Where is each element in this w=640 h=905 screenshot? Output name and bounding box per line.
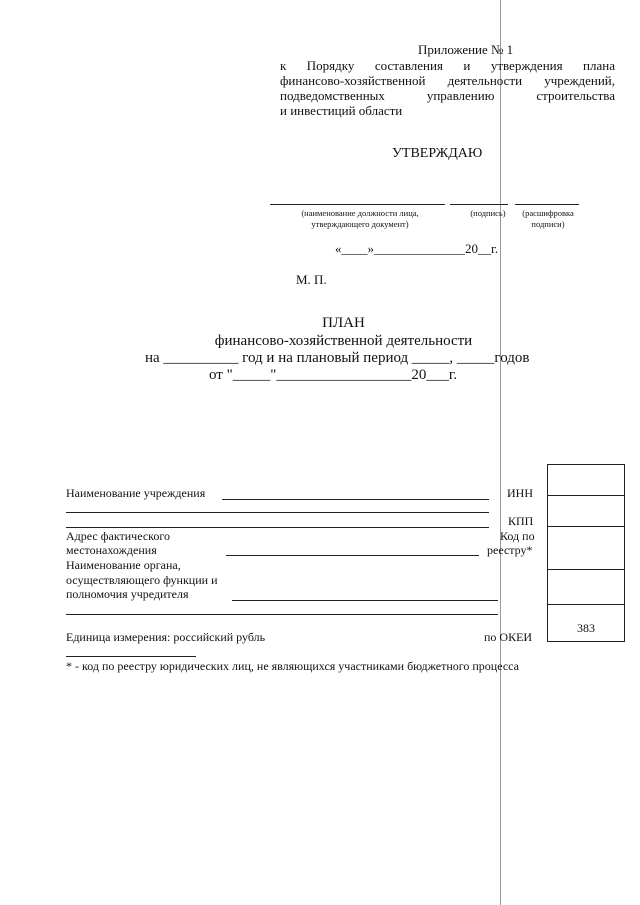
appendix-line-1: к Порядку составления и утверждения плана bbox=[280, 58, 615, 73]
organ-label-1: Наименование органа, bbox=[66, 558, 181, 572]
address-field[interactable] bbox=[226, 555, 479, 556]
registry-box bbox=[547, 569, 625, 605]
institution-field[interactable] bbox=[222, 499, 489, 500]
code-box-header bbox=[547, 464, 625, 496]
approve-word: УТВЕРЖДАЮ bbox=[392, 146, 483, 161]
okei-label: по ОКЕИ bbox=[484, 630, 533, 644]
organ-field[interactable] bbox=[232, 600, 498, 601]
address-label-1: Адрес фактического bbox=[66, 529, 170, 543]
organ-label-3: полномочия учредителя bbox=[66, 587, 189, 601]
signature-line bbox=[450, 204, 508, 205]
kpp-label: КПП bbox=[508, 514, 534, 528]
registry-label-2: реестру* bbox=[487, 543, 533, 557]
organ-field-continued[interactable] bbox=[66, 614, 498, 615]
scan-artifact-line bbox=[500, 0, 501, 905]
position-line bbox=[270, 204, 445, 205]
unit-label: Единица измерения: российский рубль bbox=[66, 630, 266, 644]
plan-date-line: от "_____"__________________20___г. bbox=[209, 367, 458, 383]
stamp-mark: М. П. bbox=[296, 272, 327, 287]
caption-decoding: (расшифровка подписи) bbox=[522, 208, 574, 229]
kpp-box bbox=[547, 526, 625, 570]
registry-label-1: Код по bbox=[500, 529, 535, 543]
appendix-line-4: и инвестиций области bbox=[280, 103, 403, 118]
organ-label-2: осуществляющего функции и bbox=[66, 573, 218, 587]
caption-signature: (подпись) bbox=[470, 208, 506, 218]
footnote-separator bbox=[66, 656, 196, 657]
decoding-line bbox=[515, 204, 579, 205]
appendix-line-3: подведомственных управлению строительства bbox=[280, 88, 615, 103]
inn-box bbox=[547, 495, 625, 527]
institution-field-continued-2[interactable] bbox=[66, 527, 489, 528]
plan-subtitle: финансово-хозяйственной деятельности bbox=[214, 333, 473, 349]
approval-date-line: «____»______________20__г. bbox=[335, 241, 499, 256]
caption-position: (наименование должности лица, утверждающего документ) bbox=[301, 208, 419, 229]
institution-label: Наименование учреждения bbox=[66, 486, 206, 500]
plan-title: ПЛАН bbox=[322, 315, 365, 331]
footnote-text: * - код по реестру юридических лиц, не являющихся участниками бюджетного процесса bbox=[66, 659, 519, 673]
appendix-line-2: финансово-хозяйственной деятельности учреждений, bbox=[280, 73, 615, 88]
plan-period-line: на __________ год и на плановый период _____, _____годов bbox=[145, 350, 530, 366]
appendix-title: Приложение № 1 bbox=[418, 42, 514, 57]
institution-field-continued[interactable] bbox=[66, 512, 489, 513]
address-label-2: местонахождения bbox=[66, 543, 157, 557]
okei-value: 383 bbox=[577, 621, 595, 635]
inn-label: ИНН bbox=[507, 486, 533, 500]
